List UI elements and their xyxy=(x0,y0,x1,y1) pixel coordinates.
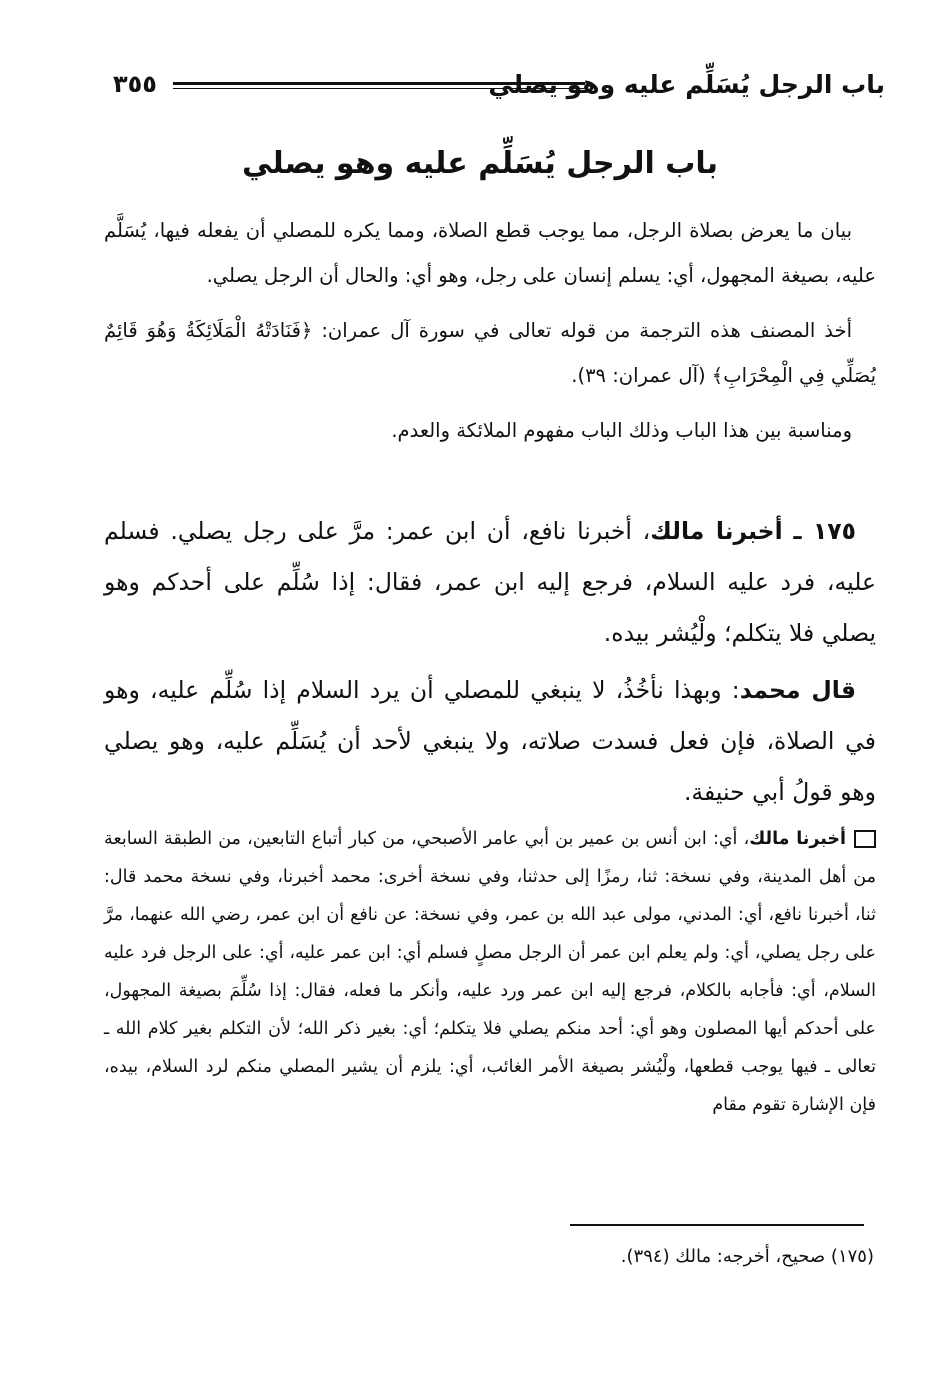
author-label: قال محمد xyxy=(739,676,856,704)
commentary-paragraph xyxy=(104,820,876,1124)
hadith-narrator: أخبرنا مالك xyxy=(650,517,783,545)
author-comment-text: : وبهذا نأخُذُ، لا ينبغي للمصلي أن يرد السلام إذا سُلِّم عليه، وهو في الصلاة، فإن فعل فسدت صلاته، ولا ينبغي لأحد أن يُسَلِّم عليه، وهو يصلي وهو قولُ أبي حنيفة. xyxy=(104,676,876,806)
intro-section xyxy=(104,208,876,453)
hadith-text xyxy=(104,506,876,659)
hadith-body: ، أخبرنا نافع، أن ابن عمر: مرَّ على رجل يصلي. فسلم عليه، فرد عليه السلام، فرجع إليه ابن عمر، فقال: إذا سُلِّم على أحدكم وهو يصلي فلا يتكلم؛ ولْيُشر بيده. xyxy=(104,517,876,647)
square-marker-icon xyxy=(854,830,876,848)
intro-paragraph: بيان ما يعرض بصلاة الرجل، مما يوجب قطع الصلاة، ومما يكره للمصلي أن يفعله فيها، يُسَلَّم عليه، بصيغة المجهول، أي: يسلم إنسان على رجل، وهو أي: والحال أن الرجل يصلي. xyxy=(104,219,876,287)
header-rule xyxy=(173,82,585,89)
commentary-section xyxy=(104,820,876,1124)
running-header xyxy=(85,68,885,108)
author-comment xyxy=(104,665,876,818)
hadith-section xyxy=(104,506,876,818)
hadith-number: ١٧٥ ـ xyxy=(793,517,856,545)
footnote-rule xyxy=(570,1224,864,1226)
commentary-text: ، أي: ابن أنس بن عمير بن أبي عامر الأصبحي، من كبار أتباع التابعين، من الطبقة السابعة من أهل المدينة، وفي نسخة: ثنا، رمزًا إلى حدثنا، وفي نسخة أخرى: محمد أخبرنا، وفي نسخة محمد قال: ثنا، أخبرنا نافع، أي: المدني، مولى عبد الله بن عمر، وفي نسخة: عن نافع أن ابن عمر، رضي الله عنهما، مرَّ على رجل يصلي، أي: ولم يعلم ابن عمر أن الرجل مصلٍ فسلم أي: ابن عمر عليه، أي: على الرجل فرد عليه السلام، أي: فأجابه بالكلام، فرجع إليه ابن عمر ورد عليه، وأنكر ما فعله، فقال: إذا سُلِّمَ بصيغة المجهول، على أحدكم أيها المصلون وهو أي: أحد منكم يصلي فلا يتكلم؛ أي: بغير ذكر الله؛ لأن التكلم بغير كلام الله ـ تعالى ـ فيها يوجب قطعها، ولْيُشر بصيغة الأمر الغائب، أي: يلزم أن يشير المصلي منكم لرد السلام، بيده، فإن الإشارة تقوم مقام xyxy=(104,829,876,1115)
chapter-title: باب الرجل يُسَلِّم عليه وهو يصلي xyxy=(242,146,718,181)
footnote: (١٧٥) صحيح، أخرجه: مالك (٣٩٤). xyxy=(620,1246,874,1267)
page-number: ٣٥٥ xyxy=(113,70,157,98)
intro-paragraph: أخذ المصنف هذه الترجمة من قوله تعالى في سورة آل عمران: ﴿فَنَادَتْهُ الْمَلَائِكَةُ وَهُوَ قَائِمٌ يُصَلِّي فِي الْمِحْرَابِ﴾ (آل عمران: ٣٩). xyxy=(104,319,876,387)
intro-paragraph: ومناسبة بين هذا الباب وذلك الباب مفهوم الملائكة والعدم. xyxy=(391,419,852,442)
running-header-title: باب الرجل يُسَلِّم عليه وهو يصلي xyxy=(488,70,885,99)
commentary-lead: أخبرنا مالك xyxy=(749,829,846,849)
